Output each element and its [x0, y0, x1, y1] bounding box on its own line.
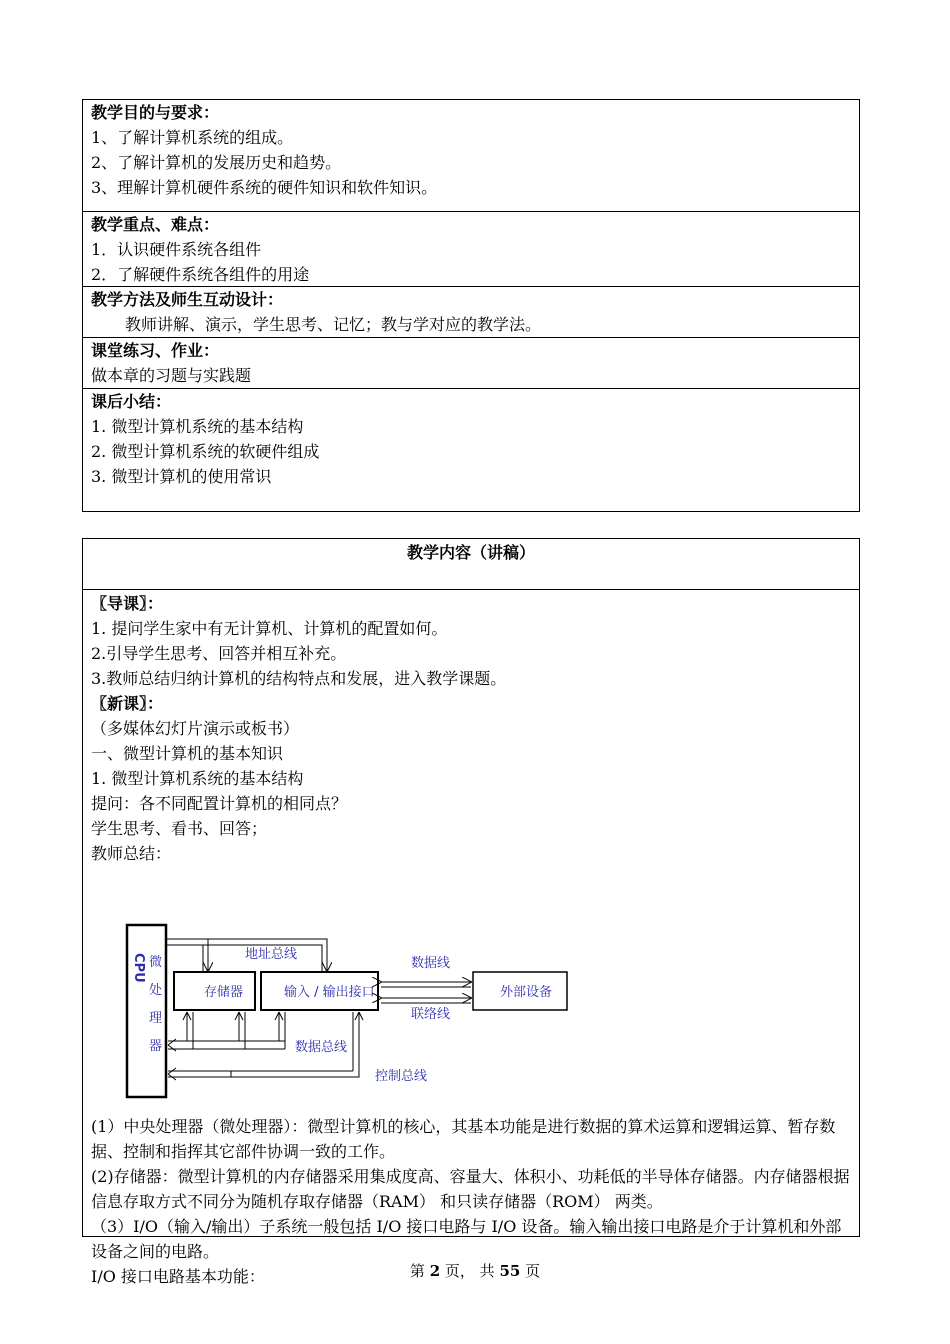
cpu-char: 器	[149, 1039, 163, 1054]
methods-section	[83, 287, 859, 338]
summary-heading: 课后小结：	[91, 392, 172, 411]
summary-item: 2. 微型计算机系统的软硬件组成	[91, 442, 320, 461]
key-point-item: 2．了解硬件系统各组件的用途	[91, 265, 310, 284]
explanation-paragraph: (1）中央处理器（微处理器）：微型计算机的核心，其基本功能是进行数据的算术运算和逻辑运算、暂存数据、控制和指挥其它部件协调一致的工作。	[91, 1117, 836, 1161]
intro-item: 3.教师总结归纳计算机的结构特点和发展，进入教学课题。	[91, 669, 507, 688]
computer-structure-diagram	[119, 921, 579, 1101]
control-bus-label: 控制总线	[375, 1069, 428, 1084]
contact-line-label: 联络线	[411, 1007, 451, 1022]
intro-item: 2.引导学生思考、回答并相互补充。	[91, 644, 347, 663]
new-lesson-line: 教师总结：	[91, 844, 172, 863]
intro-heading: 〖导课〗：	[91, 594, 164, 613]
new-lesson-heading: 〖新课〗：	[91, 694, 164, 713]
methods-text: 教师讲解、演示，学生思考、记忆；教与学对应的教学法。	[125, 315, 542, 334]
cpu-char: 处	[149, 983, 163, 998]
cpu-char: 理	[149, 1011, 163, 1026]
summary-item: 3. 微型计算机的使用常识	[91, 467, 272, 486]
objective-item: 2、了解计算机的发展历史和趋势。	[91, 153, 342, 172]
exercises-section	[83, 338, 859, 389]
address-bus-line	[166, 939, 208, 971]
objective-item: 3、理解计算机硬件系统的硬件知识和软件知识。	[91, 178, 438, 197]
explanation-paragraph: (2)存储器：微型计算机的内存储器采用集成度高、容量大、体积小、功耗低的半导体存储器。内存储器根据信息存取方式不同分为随机存取存储器（RAM） 和只读存储器（ROM） 两类。	[91, 1167, 850, 1211]
footer-page-number: 2	[429, 1262, 441, 1280]
memory-label: 存储器	[204, 985, 244, 1000]
footer-prefix: 第	[409, 1262, 430, 1280]
summary-item: 1. 微型计算机系统的基本结构	[91, 417, 304, 436]
objectives-section	[83, 100, 859, 212]
data-bus-arrowheads	[183, 1012, 283, 1020]
address-bus-line	[166, 945, 322, 971]
new-lesson-line: 提问：各不同配置计算机的相同点？	[91, 794, 348, 813]
page-footer	[0, 1260, 950, 1281]
io-label: 输入 / 输出接口	[284, 985, 375, 1000]
content-title-row	[83, 539, 859, 590]
lesson-plan-table	[82, 99, 860, 512]
cpu-char: 微	[149, 955, 163, 970]
data-bus-line	[168, 1041, 285, 1049]
objective-item: 1、了解计算机系统的组成。	[91, 128, 294, 147]
key-point-item: 1．认识硬件系统各组件	[91, 240, 262, 259]
data-bus-label: 数据总线	[295, 1040, 348, 1055]
objectives-heading: 教学目的与要求：	[91, 103, 220, 122]
new-lesson-line: 一、微型计算机的基本知识	[91, 744, 284, 763]
exercises-heading: 课堂练习、作业：	[91, 341, 220, 360]
key-points-heading: 教学重点、难点：	[91, 215, 220, 234]
cpu-label: CPU	[131, 953, 146, 983]
content-title: 教学内容（讲稿）	[406, 543, 535, 562]
footer-total-pages: 55	[499, 1262, 521, 1280]
external-device-label: 外部设备	[500, 985, 553, 1000]
address-bus-label: 地址总线	[245, 947, 298, 962]
footer-suffix: 页	[520, 1262, 541, 1280]
intro-item: 1. 提问学生家中有无计算机、计算机的配置如何。	[91, 619, 448, 638]
new-lesson-line: （多媒体幻灯片演示或板书）	[91, 719, 300, 738]
address-bus-line	[166, 945, 203, 971]
new-lesson-line: 学生思考、看书、回答；	[91, 819, 268, 838]
footer-middle: 页， 共	[440, 1262, 500, 1280]
io-function-line: I/O 接口电路基本功能：	[91, 1267, 265, 1286]
explanation-paragraph: （3）I/O（输入/输出）子系统一般包括 I/O 接口电路与 I/O 设备。输入输出接口电路是介于计算机和外部设备之间的电路。	[91, 1217, 842, 1261]
methods-heading: 教学方法及师生互动设计：	[91, 290, 284, 309]
new-lesson-line: 1. 微型计算机系统的基本结构	[91, 769, 304, 788]
data-line-label: 数据线	[411, 956, 451, 971]
summary-section	[83, 389, 859, 511]
exercises-text: 做本章的习题与实践题	[91, 366, 252, 385]
key-points-section	[83, 212, 859, 287]
